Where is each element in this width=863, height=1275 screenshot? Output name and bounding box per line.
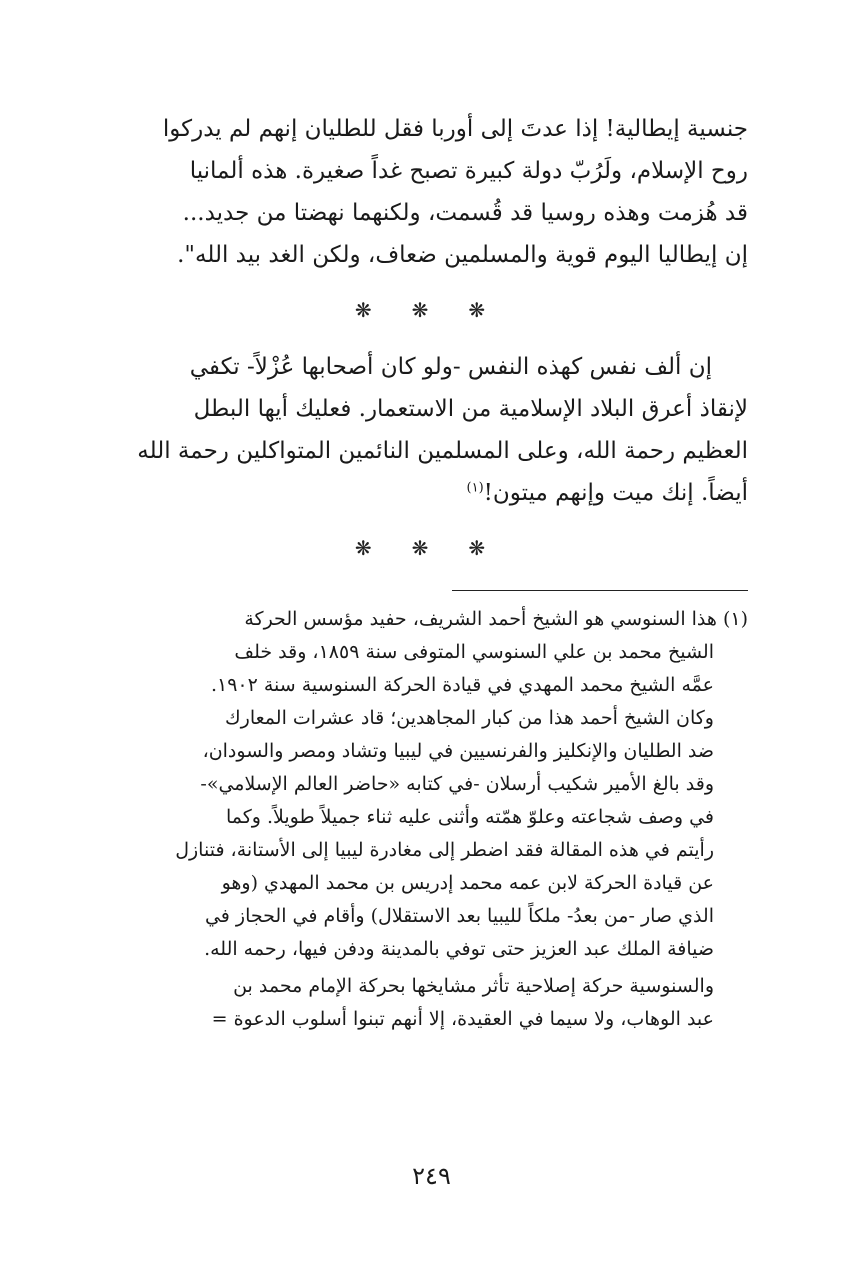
text-line: لإنقاذ أعرق البلاد الإسلامية من الاستعمار. فعليك أيها البطل bbox=[193, 396, 748, 422]
footnote-line: الذي صار -من بعدُ- ملكاً لليبيا بعد الاستقلال) وأقام في الحجاز في bbox=[204, 905, 714, 927]
asterisk-icon: ❋ bbox=[468, 298, 512, 322]
footnote-line: عمَّه الشيخ محمد المهدي في قيادة الحركة السنوسية سنة ١٩٠٢. bbox=[210, 674, 714, 696]
section-separator bbox=[118, 528, 748, 568]
footnote-line: وقد بالغ الأمير شكيب أرسلان -في كتابه «حاضر العالم الإسلامي»- bbox=[200, 773, 714, 795]
footnote-line: عن قيادة الحركة لابن عمه محمد إدريس بن محمد المهدي (وهو bbox=[221, 872, 714, 894]
footnote-line: وكان الشيخ أحمد هذا من كبار المجاهدين؛ قاد عشرات المعارك bbox=[225, 707, 714, 729]
footnote-line: عبد الوهاب، ولا سيما في العقيدة، إلا أنهم تبنوا أسلوب الدعوة = bbox=[211, 1008, 714, 1030]
footnote-line-content: هذا السنوسي هو الشيخ أحمد الشريف، حفيد مؤسس الحركة bbox=[244, 608, 717, 630]
text-line: روح الإسلام، ولَرُبّ دولة كبيرة تصبح غداً صغيرة. هذه ألمانيا bbox=[189, 158, 748, 184]
footnote-line: ضيافة الملك عبد العزيز حتى توفي بالمدينة ودفن فيها، رحمه الله. bbox=[204, 938, 714, 960]
footnote-divider bbox=[452, 590, 748, 591]
page-content bbox=[118, 108, 748, 1036]
footnote-reference[interactable]: (١) bbox=[466, 480, 484, 496]
footnote-line: ضد الطليان والإنكليز والفرنسيين في ليبيا وتشاد ومصر والسودان، bbox=[202, 740, 714, 762]
paragraph-1 bbox=[118, 108, 748, 276]
page-number: ٢٤٩ bbox=[412, 1162, 451, 1190]
text-line: جنسية إيطالية! إذا عدتَ إلى أوربا فقل للطليان إنهم لم يدركوا bbox=[162, 116, 748, 142]
text-line: قد هُزمت وهذه روسيا قد قُسمت، ولكنهما نهضتا من جديد... bbox=[182, 200, 748, 226]
text-line: العظيم رحمة الله، وعلى المسلمين النائمين المتواكلين رحمة الله bbox=[137, 438, 748, 464]
asterisk-icon: ❋ bbox=[354, 536, 398, 560]
asterisk-icon: ❋ bbox=[468, 536, 512, 560]
text-line: إن إيطاليا اليوم قوية والمسلمين ضعاف، ولكن الغد بيد الله". bbox=[177, 242, 748, 268]
asterisk-icon: ❋ bbox=[411, 298, 455, 322]
footnote-line bbox=[118, 603, 748, 636]
footnote-line: الشيخ محمد بن علي السنوسي المتوفى سنة ١٨٥٩، وقد خلف bbox=[234, 641, 714, 663]
asterisk-icon: ❋ bbox=[354, 298, 398, 322]
asterisk-icon: ❋ bbox=[411, 536, 455, 560]
footnote-line: والسنوسية حركة إصلاحية تأثر مشايخها بحركة الإمام محمد بن bbox=[233, 975, 714, 997]
text-line: إن ألف نفس كهذه النفس -ولو كان أصحابها عُزْلاً- تكفي bbox=[189, 354, 712, 380]
footnote bbox=[118, 603, 748, 1036]
paragraph-2 bbox=[118, 346, 748, 514]
text-line-content: أيضاً. إنك ميت وإنهم ميتون! bbox=[483, 480, 748, 506]
text-line bbox=[118, 472, 748, 514]
footnote-line: رأيتم في هذه المقالة فقد اضطر إلى مغادرة ليبيا إلى الأستانة، فتنازل bbox=[175, 839, 714, 861]
footnote-line: في وصف شجاعته وعلوّ همّته وأثنى عليه ثناء جميلاً طويلاً. وكما bbox=[225, 806, 714, 828]
footnote-marker: (١) bbox=[722, 608, 748, 630]
section-separator bbox=[118, 290, 748, 330]
